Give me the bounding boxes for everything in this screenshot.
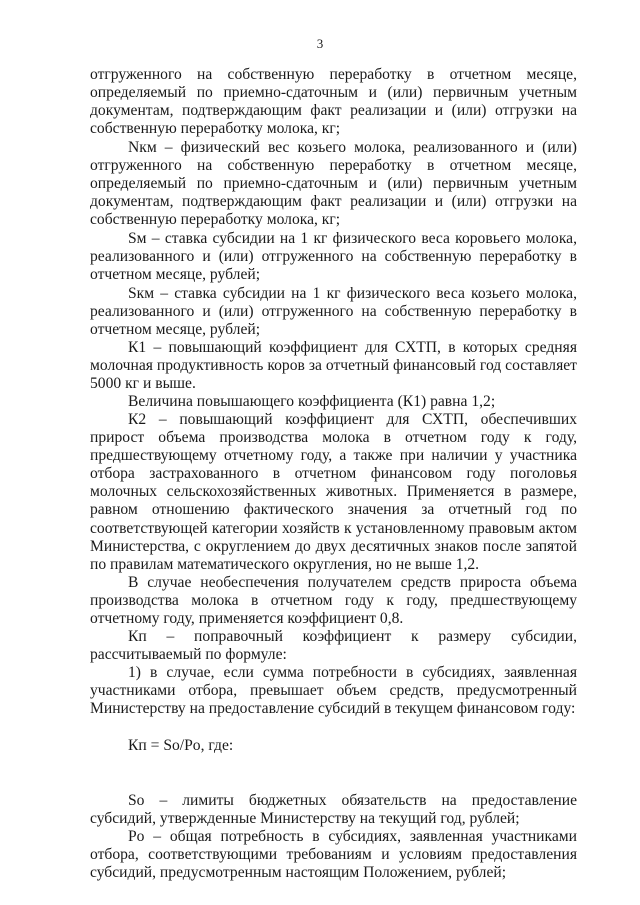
paragraph-so: Sо – лимиты бюджетных обязательств на предоставление субсидий, утвержденные Министерству на текущий год, рублей; [90, 792, 577, 828]
paragraph-po: Pо – общая потребность в субсидиях, заявленная участниками отбора, соответствующими требованиям и условиям предоставления субсидий, предусмотренным настоящим Положением, рублей; [90, 828, 577, 882]
paragraph-case-1: 1) в случае, если сумма потребности в субсидиях, заявленная участниками отбора, превышает объем средств, предусмотренный Министерству на предоставление субсидий в текущем финансовом году: [90, 664, 577, 718]
paragraph-cow-milk-weight-cont: отгруженного на собственную переработку в отчетном месяце, определяемый по приемно-сдаточным и (или) первичным учетным документам, подтверждающим факт реализации и (или) отгрузки на собственную переработку молока, кг; [90, 66, 577, 138]
paragraph-k2-fallback: В случае необеспечения получателем средств прироста объема производства молока в отчетном году к году, предшествующему отчетному году, применяется коэффициент 0,8. [90, 574, 577, 628]
paragraph-cow-milk-rate: Sм – ставка субсидии на 1 кг физического веса коровьего молока, реализованного и (или) отгруженного на собственную переработку в отчетном месяце, рублей; [90, 230, 577, 284]
formula-kp: Кп = Sо/Pо, где: [128, 737, 234, 754]
paragraph-k1-value: Величина повышающего коэффициента (К1) равна 1,2; [128, 393, 496, 410]
page-number: 3 [316, 36, 324, 51]
paragraph-goat-milk-weight: Nкм – физический вес козьего молока, реализованного и (или) отгруженного на собственную переработку в отчетном месяце, определяемый по приемно-сдаточным и (или) первичным учетным документам, подтверждающим факт реализации и (или) отгрузки на собственную переработку молока, кг; [90, 139, 577, 229]
paragraph-k2: К2 – повышающий коэффициент для СХТП, обеспечивших прирост объема производства молока в отчетном году к году, предшествующему отчетному году, а также при наличии у участника отбора застрахованного в отчетном финансовом году поголовья молочных сельскохозяйственных животных. Применяется в размере, равном отношению фактического значения за отчетный год по соответствующей категории хозяйств к установленному правовым актом Министерства, с округлением до двух десятичных знаков после запятой по правилам математического округления, но не выше 1,2. [90, 411, 577, 573]
paragraph-k1: К1 – повышающий коэффициент для СХТП, в которых средняя молочная продуктивность коров за отчетный финансовый год составляет 5000 кг и выше. [90, 339, 577, 393]
paragraph-kp: Кп – поправочный коэффициент к размеру субсидии, рассчитываемый по формуле: [90, 628, 577, 664]
paragraph-goat-milk-rate: Sкм – ставка субсидии на 1 кг физического веса козьего молока, реализованного и (или) отгруженного на собственную переработку в отчетном месяце, рублей; [90, 285, 577, 339]
